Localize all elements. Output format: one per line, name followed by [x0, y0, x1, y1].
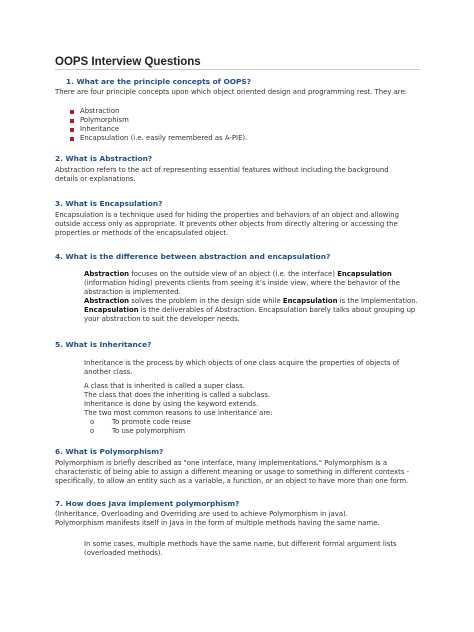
paragraph-line: The class that does the inheriting is called a subclass.: [84, 391, 271, 399]
paragraph-line: Abstraction refers to the act of representing essential features without including the background: [55, 166, 389, 174]
question-5-heading: 5. What is Inheritance?: [55, 340, 152, 349]
paragraph-line: In some cases, multiple methods have the same name, but different formal argument lists: [84, 540, 397, 548]
list-item: To use polymorphism: [112, 427, 186, 435]
paragraph-line: (Inheritance, Overloading and Overriding are used to achieve Polymorphism in java).: [55, 510, 348, 518]
question-2-heading: 2. What is Abstraction?: [55, 154, 153, 163]
question-1-intro: There are four principle concepts upon which object oriented design and programming rest. They are:: [55, 88, 408, 96]
paragraph-line: outside access only as appropriate. It prevents other objects from directly altering or accessing the: [55, 220, 398, 228]
question-1-heading: 1. What are the principle concepts of OOPS?: [66, 77, 252, 86]
list-item: Encapsulation (i.e. easily remembered as A-PIE).: [80, 134, 248, 142]
bold-term: Abstraction: [84, 270, 130, 278]
paragraph-line: abstraction is implemented.: [84, 288, 181, 296]
page-title: OOPS Interview Questions: [55, 56, 420, 70]
circle-bullet-icon: o: [90, 427, 95, 435]
paragraph-line: Polymorphism manifests itself in Java in the form of multiple methods having the same name.: [55, 519, 380, 527]
list-item: Abstraction: [80, 107, 120, 115]
bold-term: Encapsulation: [282, 297, 338, 305]
bold-term: Encapsulation: [337, 270, 392, 278]
paragraph-line: A class that is inherited is called a super class.: [84, 382, 245, 390]
text-run: is the Implementation.: [337, 297, 418, 305]
list-item: Inheritance: [80, 125, 120, 133]
text-run: is the deliverables of Abstraction. Encapsulation barely talks about grouping up: [138, 306, 416, 314]
question-3-heading: 3. What is Encapsulation?: [55, 199, 163, 208]
paragraph-line: characteristic of being able to assign a different meaning or usage to something in different contexts -: [55, 468, 410, 476]
bullet-icon: [70, 128, 74, 132]
paragraph-line: details or explanations.: [55, 175, 136, 183]
question-4-heading: 4. What is the difference between abstraction and encapsulation?: [55, 252, 331, 261]
paragraph-line: Polymorphism is briefly described as "one interface, many implementations." Polymorphism is a: [55, 459, 388, 467]
paragraph-line: your abstraction to suit the developer needs.: [84, 315, 240, 323]
circle-bullet-icon: o: [90, 418, 95, 426]
question-7-heading: 7. How does Java implement polymorphism?: [55, 499, 240, 508]
bullet-icon: [70, 137, 74, 141]
paragraph-line: another class.: [84, 368, 133, 376]
paragraph-line: [84, 306, 415, 315]
text-run: focuses on the outside view of an object (i.e. the interface): [129, 270, 338, 278]
text-run: solves the problem in the design side while: [129, 297, 283, 305]
bold-term: Abstraction: [84, 297, 130, 305]
paragraph-line: (overloaded methods).: [84, 549, 163, 557]
paragraph-line: specifically, to allow an entity such as a variable, a function, or an object to have more than one form.: [55, 477, 409, 485]
paragraph-line: properties or methods of the encapsulated object.: [55, 229, 229, 237]
paragraph-line: Inheritance is the process by which objects of one class acquire the properties of objects of: [84, 359, 400, 367]
bold-term: Encapsulation: [84, 306, 139, 314]
bullet-icon: [70, 119, 74, 123]
list-item: Polymorphism: [80, 116, 129, 124]
list-item: To promote code reuse: [112, 418, 191, 426]
paragraph-line: The two most common reasons to use inheritance are:: [84, 409, 273, 417]
paragraph-line: Encapsulation is a technique used for hiding the properties and behaviors of an object and allowing: [55, 211, 399, 219]
paragraph-line: Inheritance is done by using the keyword extends.: [84, 400, 259, 408]
paragraph-line: (information hiding) prevents clients from seeing it’s inside view, where the behavior of the: [84, 279, 400, 287]
bullet-icon: [70, 110, 74, 114]
paragraph-line: [84, 270, 392, 279]
paragraph-line: [84, 297, 418, 306]
question-6-heading: 6. What is Polymorphism?: [55, 447, 164, 456]
